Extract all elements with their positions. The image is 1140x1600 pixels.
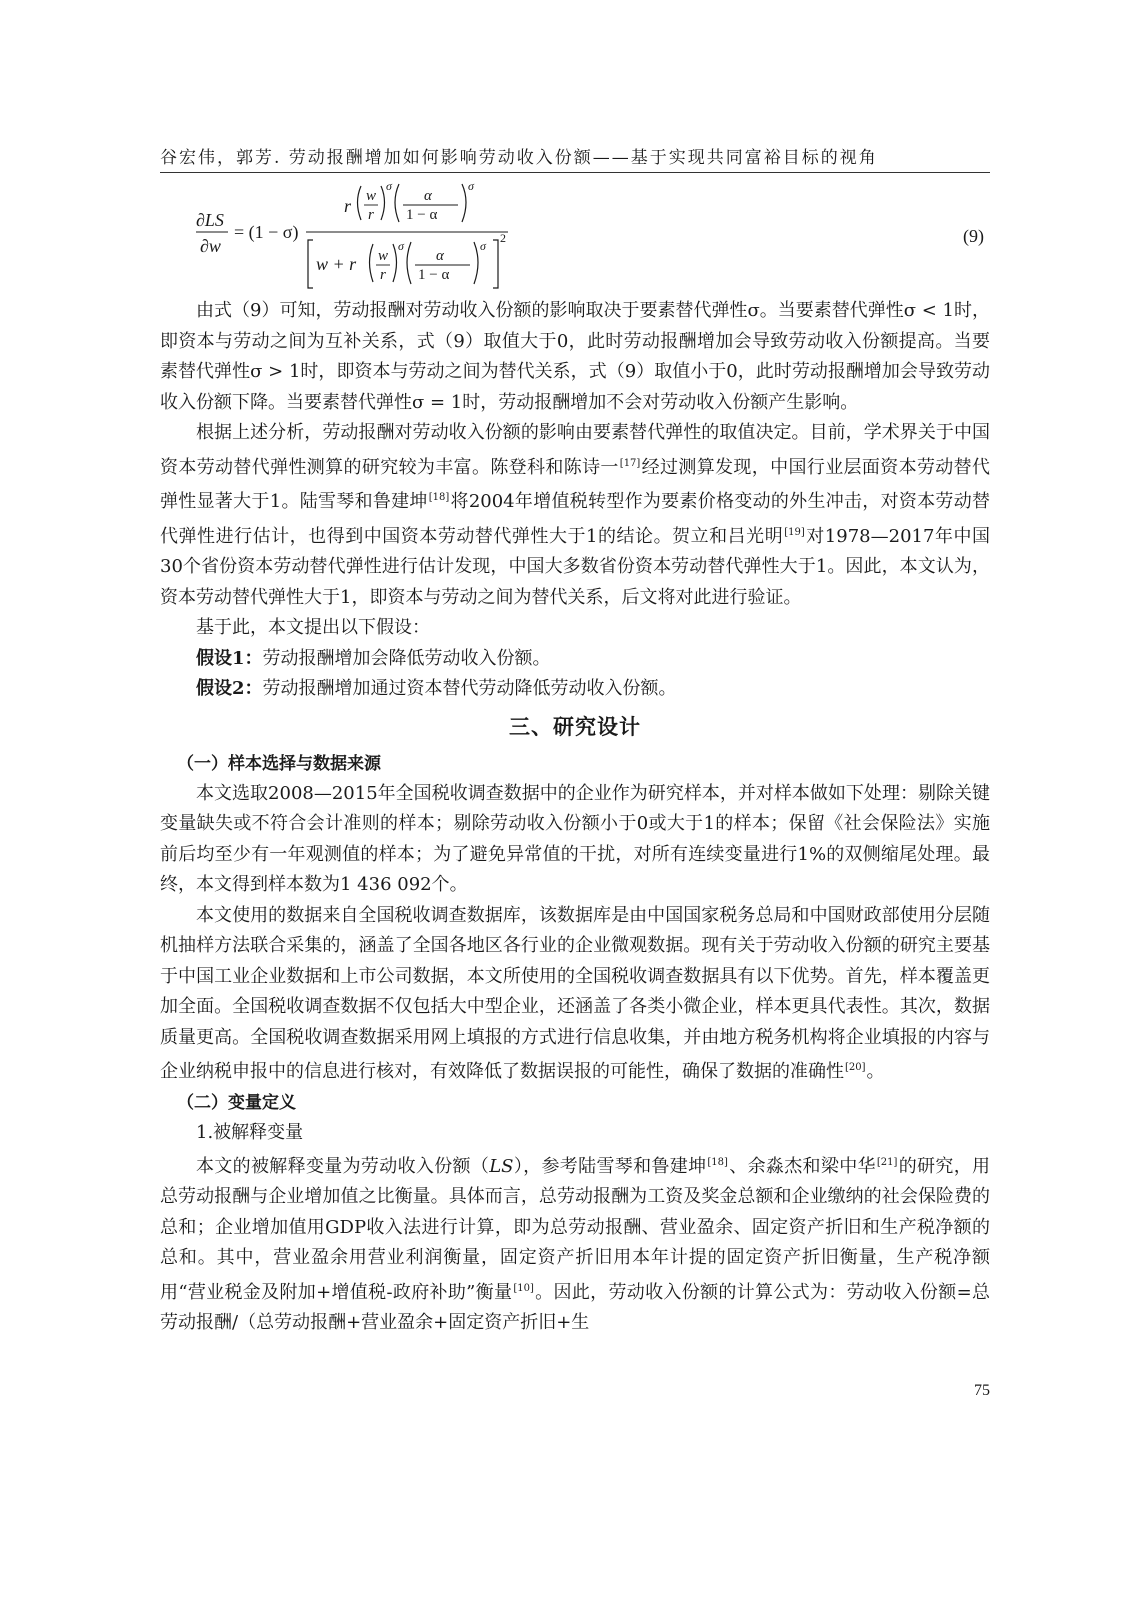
subsection-2-title: （二）变量定义 [177,1092,296,1113]
page-number: 75 [974,1382,990,1399]
numerator-sigma-2: σ [468,180,474,193]
paragraph-1: 由式（9）可知，劳动报酬对劳动收入份额的影响取决于要素替代弹性σ。当要素替代弹性σ < 1时，即资本与劳动之间为互补关系，式（9）取值大于0，此时劳动报酬增加会导致劳动收入份额提高。当要素替代弹性σ > 1时，即资本与劳动之间为替代关系，式（9）取值小于0，此时劳动报酬增加会导致劳动收入份额下降。当要素替代弹性σ = 1时，劳动报酬增加不会对劳动收入份额产生影响。 [160,300,990,413]
numerator-r-den: r [368,207,374,223]
denominator-one-minus-alpha: 1 − α [418,267,450,283]
body-text [160,296,990,1339]
paragraph-2-text-c: 将2004年增值税转型作为要素价格变动的外生冲击，对资本劳动替代弹性进行估计，也得到中国资本劳动替代弹性大于1的结论。贺立和吕光明 [160,491,991,547]
paragraph-2 [160,418,990,613]
denominator-sigma-1: σ [398,239,404,253]
citation-18b: [18] [707,1156,728,1168]
denominator-square: 2 [500,231,506,245]
paragraph-6 [160,1148,990,1339]
paragraph-5-text-a: 本文使用的数据来自全国税收调查数据库，该数据库是由中国国家税务总局和中国财政部使用分层随机抽样方法联合采集的，涵盖了全国各地区各行业的企业微观数据。现有关于劳动收入份额的研究主要基于中国工业企业数据和上市公司数据，本文所使用的全国税收调查数据具有以下优势。首先，样本覆盖更加全面。全国税收调查数据不仅包括大中型企业，还涵盖了各类小微企业，样本更具代表性。其次，数据质量更高。全国税收调查数据采用网上填报的方式进行信息收集，并由地方税务机构将企业填报的内容与企业纳税申报中的信息进行核对，有效降低了数据误报的可能性，确保了数据的准确性 [160,904,990,1082]
lhs-denominator: ∂w [200,236,221,256]
denominator-w-plus-r: w + r [316,254,357,274]
paragraph-3: 基于此，本文提出以下假设： [196,617,430,638]
hypothesis-2 [160,674,990,705]
paragraph-4: 本文选取2008—2015年全国税收调查数据中的企业作为研究样本，并对样本做如下处理：剔除关键变量缺失或不符合会计准则的样本；剔除劳动收入份额小于0或大于1的样本；保留《社会保险法》实施前后均至少有一年观测值的样本；为了避免异常值的干扰，对所有连续变量进行1%的双侧缩尾处理。最终，本文得到样本数为1 436 092个。 [160,782,990,895]
numerator-alpha: α [424,188,432,204]
subsection-1-title: （一）样本选择与数据来源 [177,753,381,774]
paragraph-2-text-a: 根据上述分析，劳动报酬对劳动收入份额的影响由要素替代弹性的取值决定。目前，学术界关于中国资本劳动替代弹性测算的研究较为丰富。陈登科和陈诗一 [160,422,990,478]
subsubsection-1-title: 1.被解释变量 [196,1121,304,1143]
denominator-w: w [378,248,389,264]
paragraph-6-text-c: 、余淼杰和梁中华 [728,1155,876,1177]
citation-20: [20] [845,1062,866,1073]
citation-17: [17] [619,457,641,469]
paragraph-5-text-b: 。 [866,1061,885,1082]
denominator-r: r [380,267,386,283]
numerator-r: r [344,196,352,216]
header-rule [160,172,990,173]
section-title: 三、研究设计 [509,714,641,739]
hypothesis-2-label: 假设2： [196,678,263,699]
paragraph-6-text-d: 的研究，用总劳动报酬与企业增加值之比衡量。具体而言，总劳动报酬为工资及奖金总额和企业缴纳的社会保险费的总和；企业增加值用GDP收入法进行计算，即为总劳动报酬、营业盈余、固定资产折旧和生产税净额的总和。其中，营业盈余用营业利润衡量，固定资产折旧用本年计提的固定资产折旧衡量，生产税净额用“营业税金及附加+增值税-政府补助”衡量 [160,1155,991,1303]
paragraph-5 [160,901,990,1088]
paragraph-6-text-e: 。因此，劳动收入份额的计算公式为：劳动收入份额=总劳动报酬/（总劳动报酬+营业盈余+固定资产折旧+生 [160,1281,990,1333]
paragraph-6-text-b: ），参考陆雪琴和鲁建坤 [513,1155,707,1177]
paragraph-2-text-b: 经过测算发现，中国行业层面资本劳动替代弹性显著大于1。陆雪琴和鲁建坤 [160,456,991,512]
numerator-w: w [366,188,377,204]
equation-number: (9) [963,226,984,246]
numerator-sigma-1: σ [386,180,392,193]
denominator-alpha: α [436,248,444,264]
paragraph-2-text-d: 对1978—2017年中国30个省份资本劳动替代弹性进行估计发现，中国大多数省份资本劳动替代弹性大于1。因此，本文认为，资本劳动替代弹性大于1，即资本与劳动之间为替代关系，后文将对此进行验证。 [160,525,990,608]
equation-9 [196,180,996,295]
running-head: 谷宏伟，郭芳. 劳动报酬增加如何影响劳动收入份额——基于实现共同富裕目标的视角 [160,148,878,168]
lhs-numerator: ∂LS [196,210,224,230]
citation-19: [19] [784,526,805,538]
equation-factor: = (1 − σ) [234,222,299,242]
hypothesis-1-label: 假设1： [196,647,263,669]
hypothesis-2-text: 劳动报酬增加通过资本替代劳动降低劳动收入份额。 [262,678,677,699]
denominator-sigma-2: σ [480,239,486,253]
numerator-one-minus-alpha: 1 − α [406,207,438,223]
citation-10: [10] [513,1282,534,1294]
paragraph-6-text-a: 本文的被解释变量为劳动收入份额（ [196,1155,490,1177]
hypothesis-1 [160,644,990,675]
hypothesis-1-text: 劳动报酬增加会降低劳动收入份额。 [262,647,551,669]
citation-21: [21] [876,1156,898,1168]
equation-9-formula [196,180,716,295]
citation-18: [18] [428,492,450,503]
variable-ls: LS [489,1155,514,1177]
